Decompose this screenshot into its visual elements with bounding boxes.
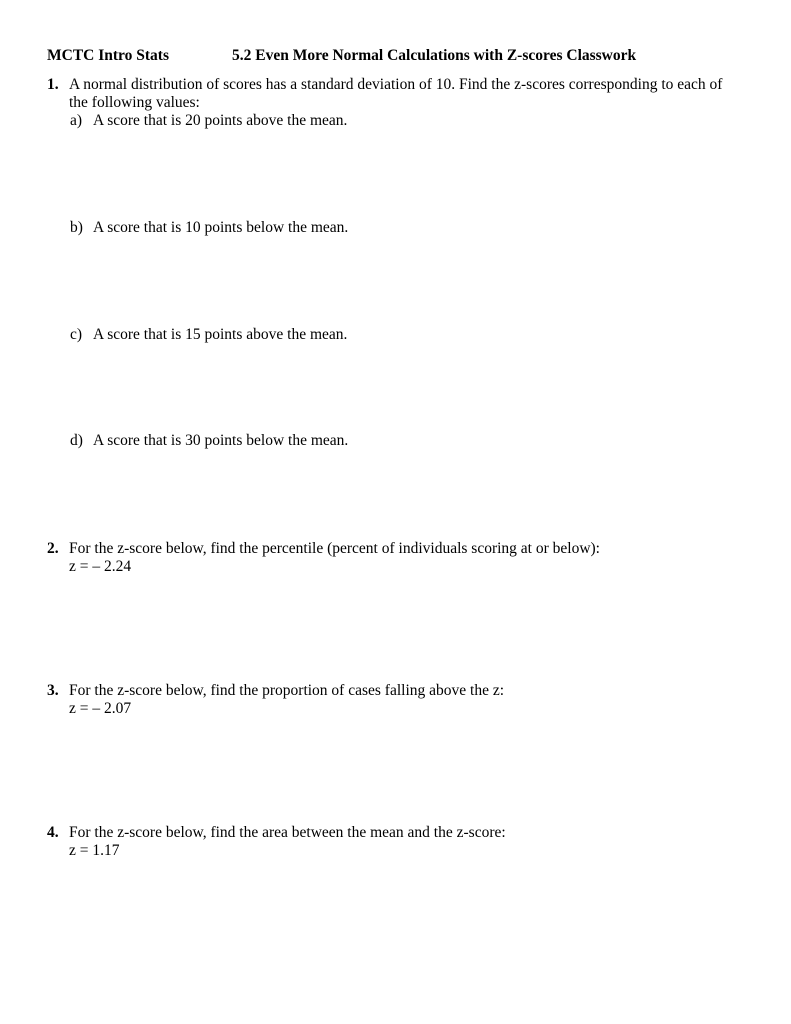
question-text-continued: the following values:	[69, 94, 200, 111]
question-text: For the z-score below, find the proportion of cases falling above the z:	[69, 682, 505, 699]
course-name: MCTC Intro Stats	[47, 47, 169, 64]
z-value: z = 1.17	[69, 842, 120, 859]
z-value: z = – 2.24	[69, 558, 132, 575]
worksheet-title: 5.2 Even More Normal Calculations with Z-scores Classwork	[232, 47, 637, 64]
question-text: A normal distribution of scores has a standard deviation of 10. Find the z-scores corresponding to each of	[69, 76, 723, 93]
part-letter-a: a)	[70, 112, 83, 129]
question-text: For the z-score below, find the percentile (percent of individuals scoring at or below):	[69, 540, 600, 557]
part-text-d: A score that is 30 points below the mean.	[93, 432, 349, 449]
part-text-b: A score that is 10 points below the mean.	[93, 219, 349, 236]
part-letter-b: b)	[70, 219, 83, 236]
part-letter-d: d)	[70, 432, 83, 449]
part-letter-c: c)	[70, 326, 83, 343]
z-value: z = – 2.07	[69, 700, 132, 717]
question-number: 4.	[47, 824, 59, 841]
question-text: For the z-score below, find the area between the mean and the z-score:	[69, 824, 506, 841]
part-text-a: A score that is 20 points above the mean.	[93, 112, 348, 129]
question-number: 1.	[47, 76, 59, 93]
question-number: 2.	[47, 540, 59, 557]
part-text-c: A score that is 15 points above the mean.	[93, 326, 348, 343]
question-number: 3.	[47, 682, 59, 699]
